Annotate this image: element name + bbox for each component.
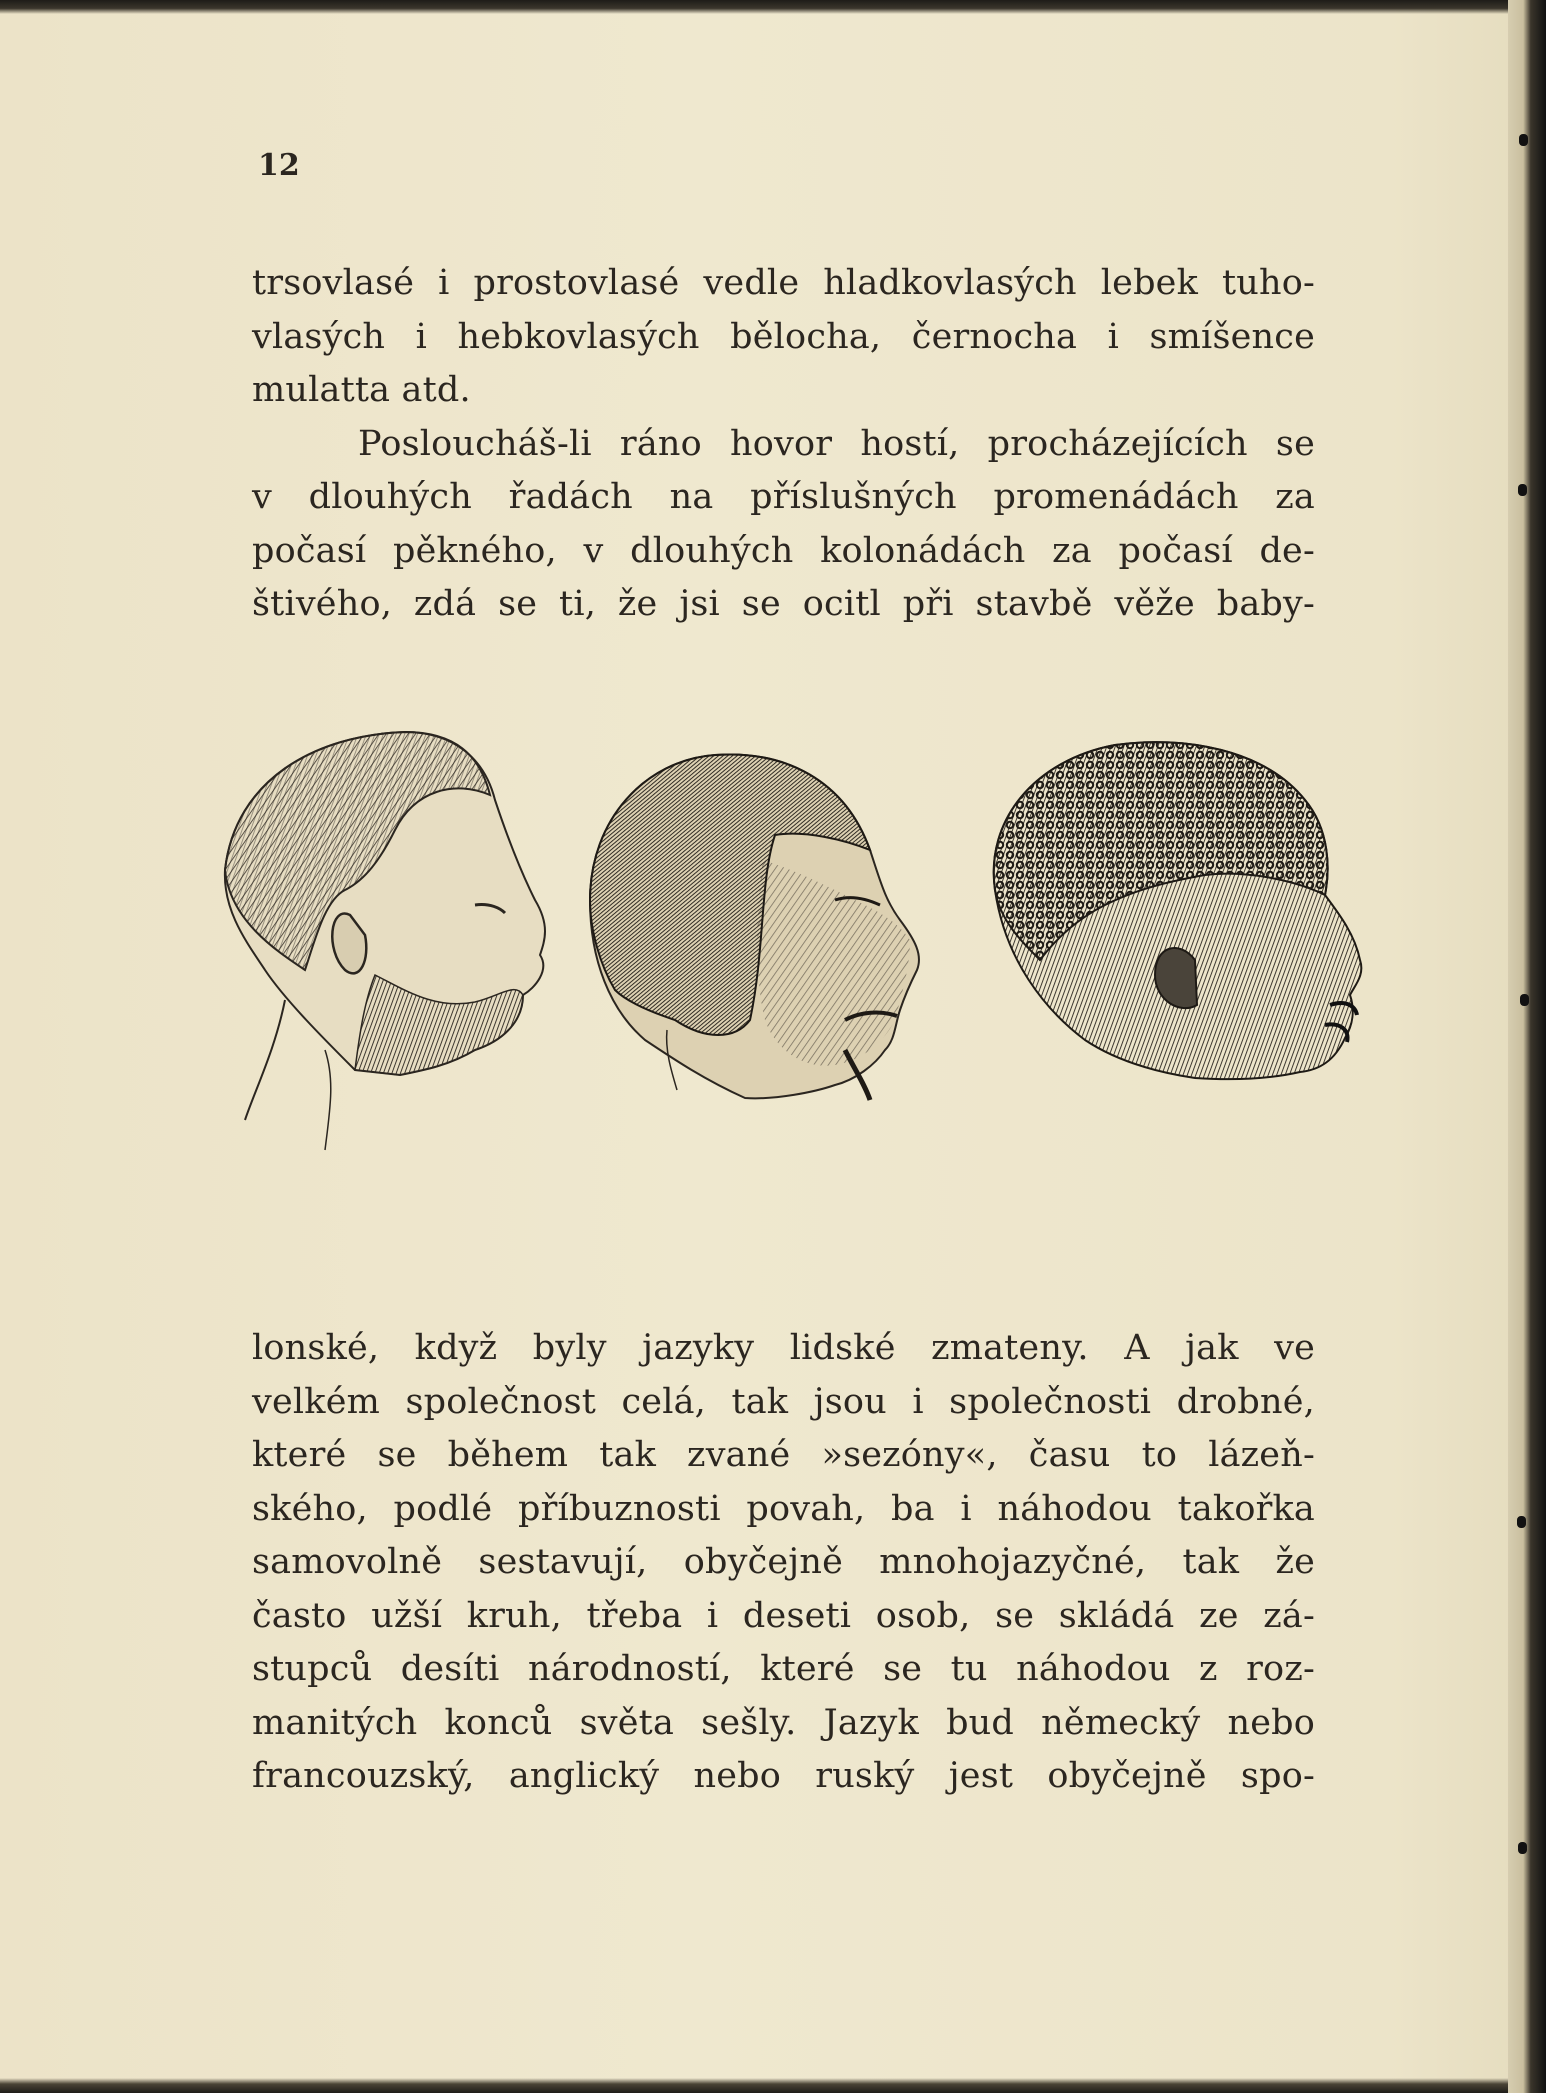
binding-mark (1518, 484, 1527, 496)
scan-top-edge (0, 0, 1546, 14)
text-line: francouzský, anglický nebo ruský jest obyčejně spo- (252, 1756, 1315, 1796)
text-block-bottom (252, 1322, 1315, 1804)
text-line: štivého, zdá se ti, že jsi se ocitl při stavbě věže baby- (252, 584, 1315, 624)
caucasian-head (225, 732, 545, 1150)
text-line: lonské, když byly jazyky lidské zmateny. A jak ve (252, 1328, 1315, 1368)
text-line: stupců desíti národností, které se tu náhodou z roz- (252, 1649, 1315, 1689)
asian-head (590, 754, 919, 1100)
text-line: ského, podlé příbuznosti povah, ba i náhodou takořka (252, 1488, 1315, 1529)
text-line: samovolně sestavují, obyčejně mnohojazyčné, tak že (252, 1542, 1315, 1582)
text-block-top (252, 257, 1315, 632)
three-heads-illustration (205, 720, 1405, 1190)
text-line: často užší kruh, třeba i deseti osob, se skládá ze zá- (252, 1595, 1315, 1636)
page-number: 12 (258, 148, 300, 183)
binding-mark (1519, 134, 1528, 146)
text-line: trsovlasé i prostovlasé vedle hladkovlasých lebek tuho- (252, 263, 1315, 303)
text-line: velkém společnost celá, tak jsou i společnosti drobné, (252, 1381, 1315, 1422)
text-line: mulatta atd. (252, 370, 471, 410)
text-line: které se během tak zvané »sezóny«, času to lázeň- (252, 1435, 1315, 1475)
text-line: manitých konců světa sešly. Jazyk bud německý nebo (252, 1702, 1315, 1743)
text-line: vlasých i hebkovlasých bělocha, černocha i smíšence (252, 316, 1315, 357)
african-head (994, 742, 1362, 1079)
text-line: Posloucháš-li ráno hovor hostí, procházejících se (358, 423, 1315, 464)
binding-gutter (1508, 0, 1546, 2093)
binding-mark (1517, 1516, 1526, 1528)
binding-mark (1518, 1842, 1527, 1854)
scan-bottom-edge (0, 2078, 1546, 2093)
binding-mark (1520, 994, 1529, 1006)
text-line: počasí pěkného, v dlouhých kolonádách za počasí de- (252, 530, 1315, 571)
text-line: v dlouhých řadách na příslušných promenádách za (252, 477, 1315, 517)
